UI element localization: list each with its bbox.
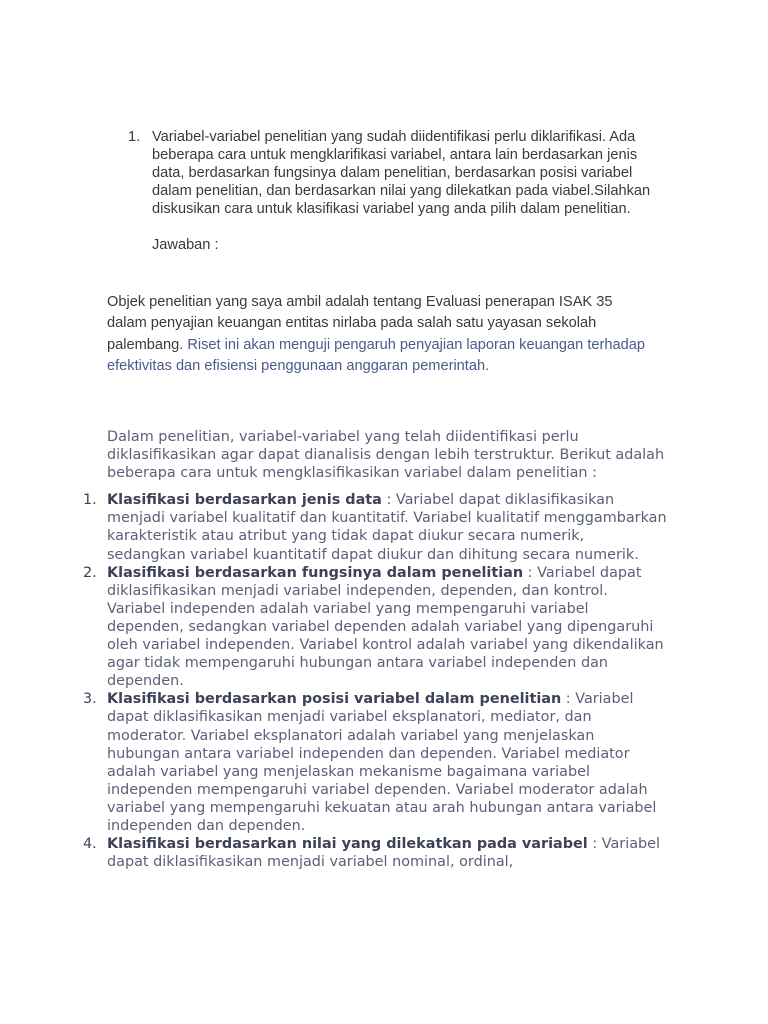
classification-body: : Variabel dapat diklasifikasikan menjadi variabel kualitatif dan kuantitatif. Variabel kualitatif menggambarkan karakteristik atau atribut yang tidak dapat diukur secara numerik, sedangkan variabel kuantitatif dapat diukur dan dihitung secara numerik. [107,492,667,563]
answer-body [83,428,667,871]
answer-label: Jawaban : [152,237,219,253]
classification-title: Klasifikasi berdasarkan posisi variabel dalam penelitian [107,691,562,708]
question-text: Variabel-variabel penelitian yang sudah diidentifikasi perlu diklarifikasi. Ada beberapa cara untuk mengklarifikasi variabel, antara lain berdasarkan jenis data, berdasarkan fungsinya dalam penelitian, berdasarkan posisi variabel dalam penelitian, dan berdasarkan nilai yang dilekatkan pada viabel.Silahkan diskusikan cara untuk klasifikasi variabel yang anda pilih dalam penelitian. [152,129,651,217]
classification-item [83,491,667,563]
classification-title: Klasifikasi berdasarkan nilai yang dilekatkan pada variabel [107,836,588,853]
classification-number: 4. [83,836,97,853]
classification-item [83,835,667,871]
classification-title: Klasifikasi berdasarkan fungsinya dalam penelitian [107,564,524,581]
classification-number: 2. [83,564,97,581]
classification-number: 3. [83,691,97,708]
question-number: 1. [128,129,141,145]
classification-number: 1. [83,492,97,509]
objek-paragraph [107,292,647,377]
classification-list [83,491,667,871]
question-block [128,128,668,254]
objek-highlight-text: Riset ini akan menguji pengaruh penyajian laporan keuangan terhadap efektivitas dan efisiensi penggunaan anggaran pemerintah. [107,336,645,374]
classification-body: : Variabel dapat diklasifikasikan menjadi variabel eksplanatori, mediator, dan moderator. Variabel eksplanatori adalah variabel yang menjelaskan hubungan antara variabel independen dan dependen. Variabel mediator adalah variabel yang menjelaskan mekanisme bagaimana variabel independen mempengaruhi variabel dependen. Variabel moderator adalah variabel yang mempengaruhi kekuatan atau arah hubungan antara variabel independen dan dependen. [107,691,657,834]
classification-item [83,690,667,835]
intro-paragraph: Dalam penelitian, variabel-variabel yang telah diidentifikasi perlu diklasifikasikan agar dapat dianalisis dengan lebih terstruktur. Berikut adalah beberapa cara untuk mengklasifikasikan variabel dalam penelitian : [107,429,665,482]
classification-body: : Variabel dapat diklasifikasikan menjadi variabel nominal, ordinal, [107,836,660,871]
classification-title: Klasifikasi berdasarkan jenis data [107,492,382,509]
objek-text: Objek penelitian yang saya ambil adalah tentang Evaluasi penerapan ISAK 35 dalam penyajian keuangan entitas nirlaba pada salah satu yayasan sekolah palembang. [107,294,613,353]
classification-item [83,564,667,691]
question-item [128,128,668,218]
classification-body: : Variabel dapat diklasifikasikan menjadi variabel independen, dependen, dan kontrol. Variabel independen adalah variabel yang mempengaruhi variabel dependen, sedangkan variabel dependen adalah variabel yang dipengaruhi oleh variabel independen. Variabel kontrol adalah variabel yang dikendalikan agar tidak mempengaruhi hubungan antara variabel independen dan dependen. [107,564,664,690]
